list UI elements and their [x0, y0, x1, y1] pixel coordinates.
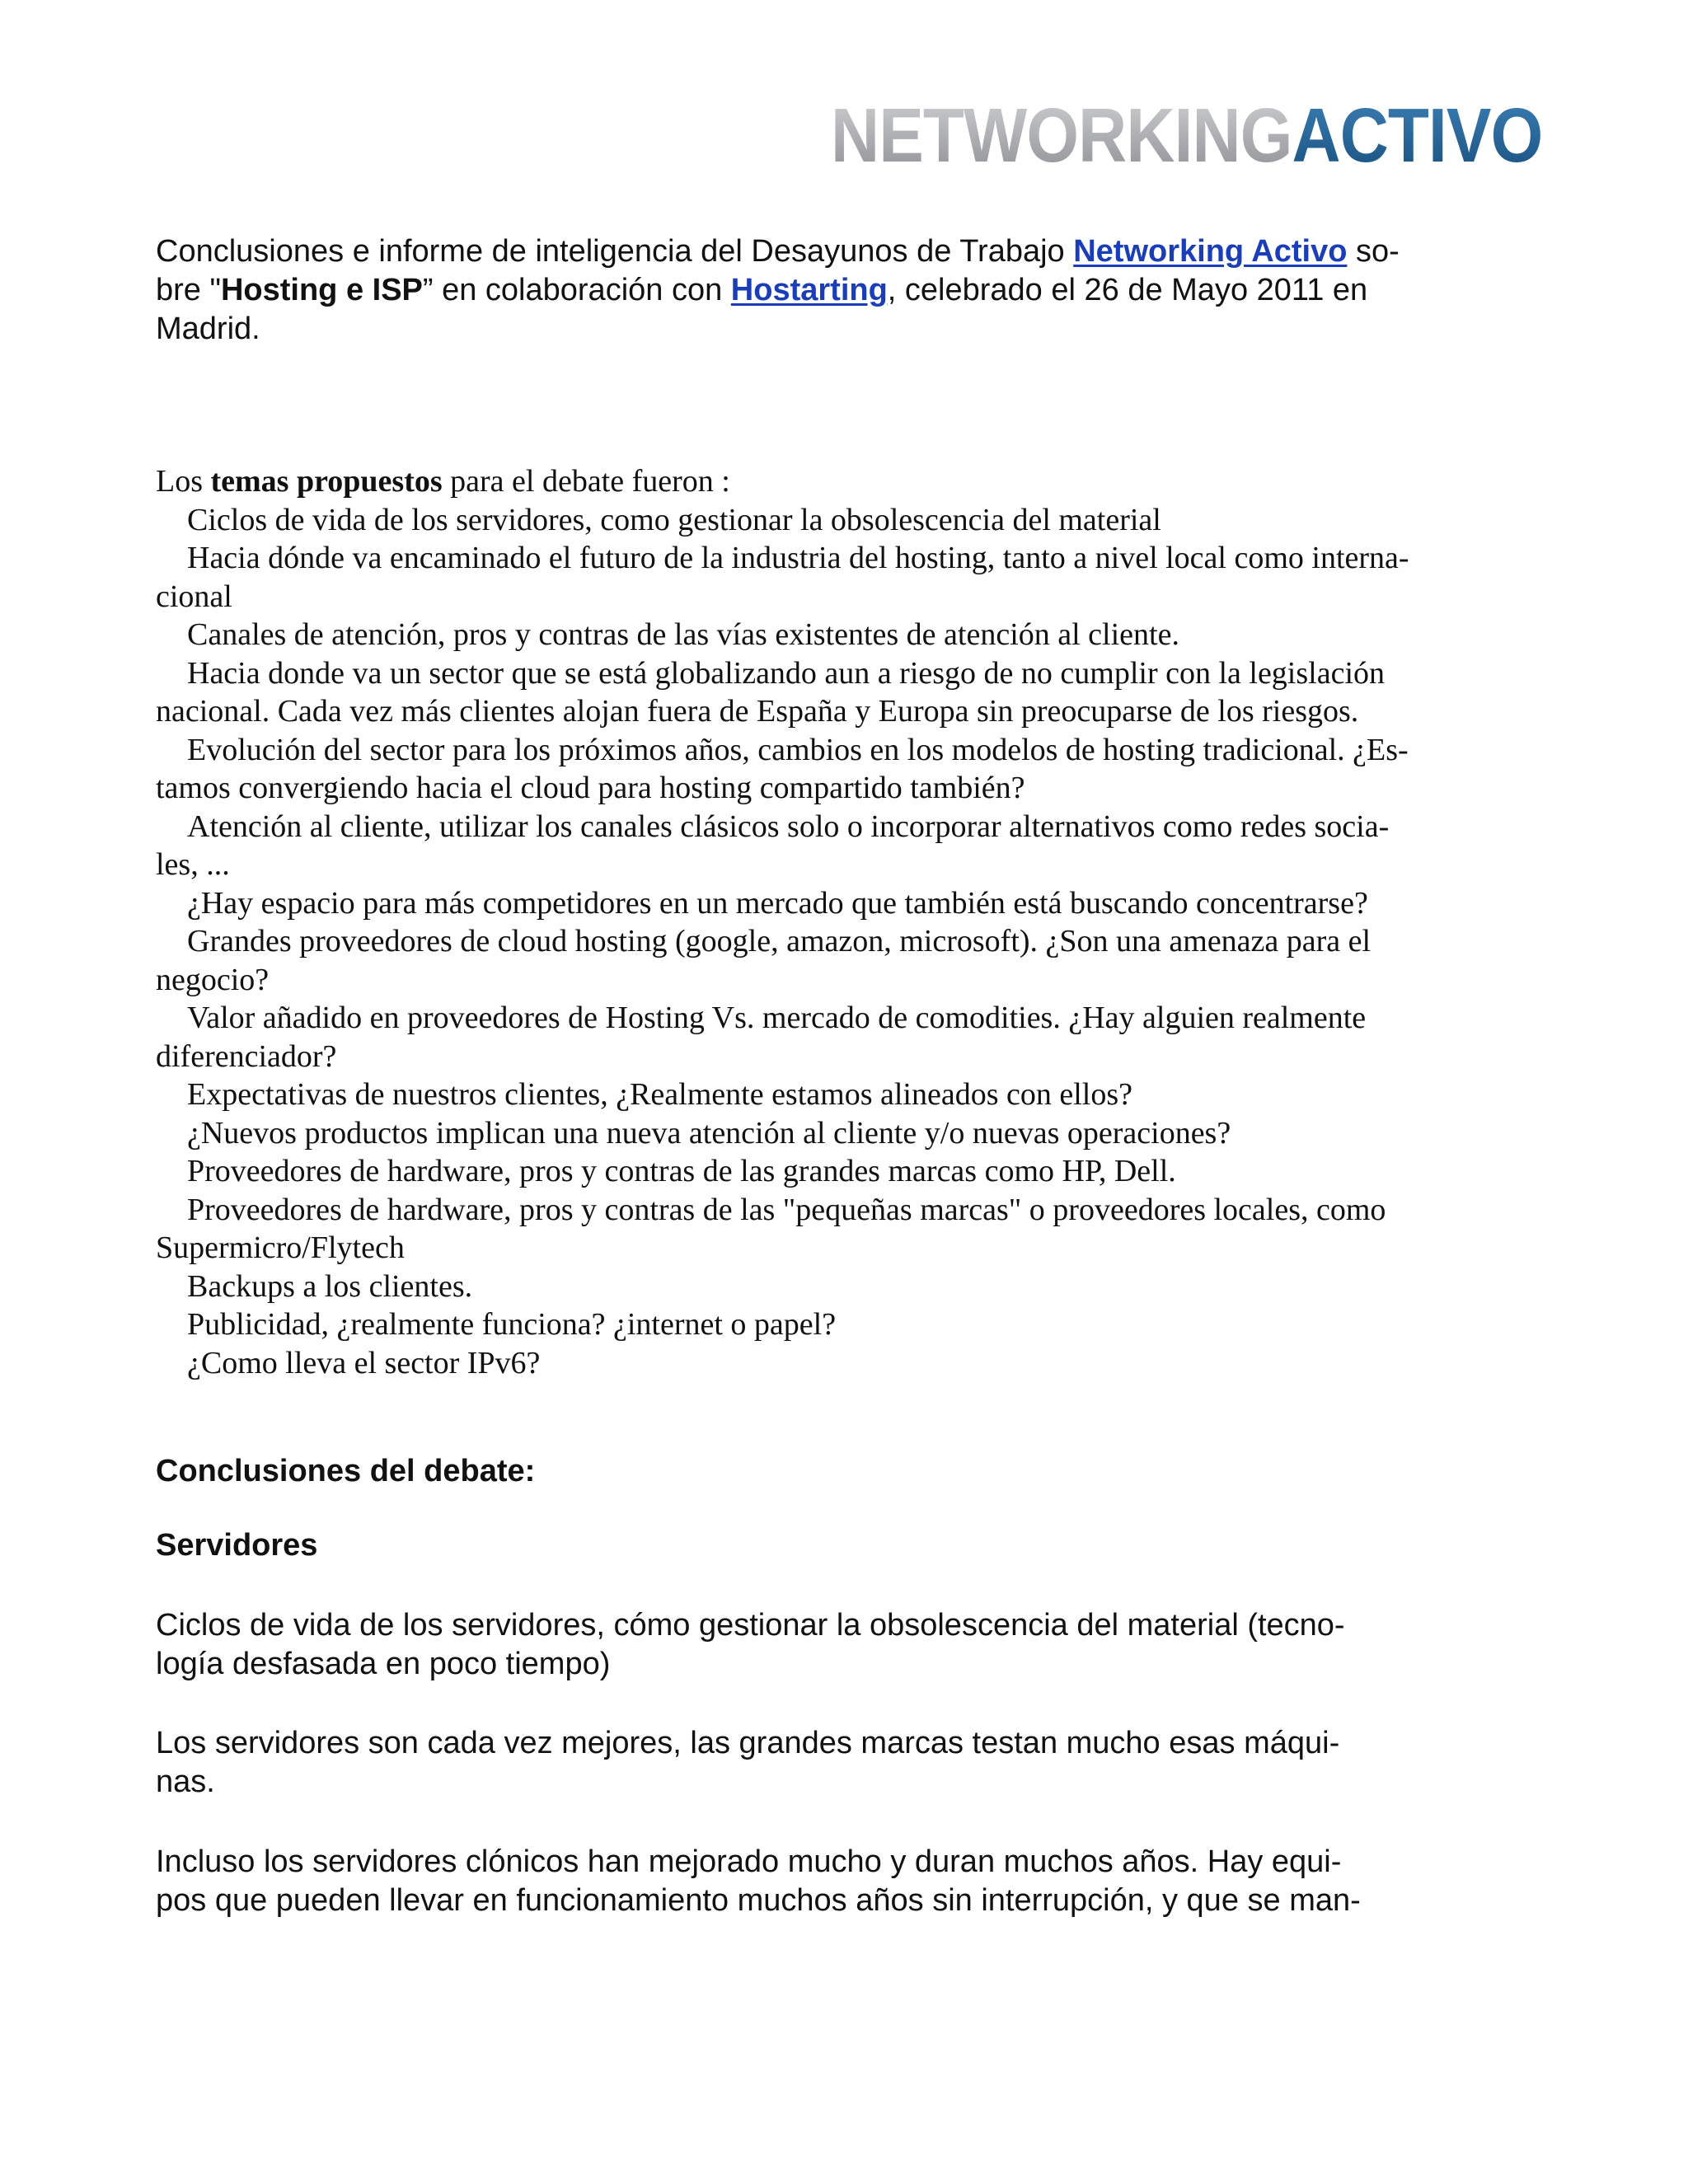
topic-line-continuation: diferenciador? [156, 1038, 337, 1074]
intro-text: ” en colaboración con [422, 273, 731, 307]
topic-line: Valor añadido en proveedores de Hosting Vs. mercado de comodities. ¿Hay alguien realmente [187, 1001, 1367, 1035]
paragraph-line: logía desfasada en poco tiempo) [156, 1647, 611, 1681]
topic-line-continuation: cional [156, 579, 232, 614]
topic-line: Publicidad, ¿realmente funciona? ¿internet o papel? [187, 1307, 837, 1342]
topic-line: Grandes proveedores de cloud hosting (google, amazon, microsoft). ¿Son una amenaza para el [187, 924, 1372, 958]
servers-paragraph-1 [156, 1606, 1458, 1684]
topic-line: Hacia donde va un sector que se está globalizando aun a riesgo de no cumplir con la legislación [187, 655, 1385, 691]
intro-line-2 [156, 271, 1458, 310]
logo-activo-text: ACTIVO [1292, 92, 1543, 178]
topic-line: Canales de atención, pros y contras de las vías existentes de atención al cliente. [187, 617, 1179, 652]
paragraph-line: Los servidores son cada vez mejores, las grandes marcas testan mucho esas máqui- [156, 1726, 1340, 1760]
topic-line: Expectativas de nuestros clientes, ¿Realmente estamos alineados con ellos? [187, 1077, 1132, 1112]
topics-intro-bold: temas propuestos [210, 464, 443, 499]
topic-line: Proveedores de hardware, pros y contras de las grandes marcas como HP, Dell. [187, 1154, 1176, 1188]
proposed-topics [156, 462, 1475, 1382]
topic-line-continuation: Supermicro/Flytech [156, 1230, 405, 1265]
topic-line-continuation: tamos convergiendo hacia el cloud para hosting compartido también? [156, 771, 1025, 805]
topic-line: Evolución del sector para los próximos años, cambios en los modelos de hosting tradicional. ¿Es- [187, 732, 1409, 767]
intro-text: bre " [156, 273, 221, 307]
topic-line-continuation: negocio? [156, 962, 270, 997]
intro-text: , celebrado el 26 de Mayo 2011 en [887, 273, 1368, 307]
hostarting-link[interactable]: Hostarting [730, 273, 888, 307]
logo-networking-text: NETWORKING [831, 92, 1292, 178]
topic-line: ¿Hay espacio para más competidores en un mercado que también está buscando concentrarse? [187, 885, 1368, 921]
paragraph-line: pos que pueden llevar en funcionamiento muchos años sin interrupción, y que se man- [156, 1883, 1361, 1918]
intro-text: so- [1347, 234, 1400, 269]
topic-line-continuation: nacional. Cada vez más clientes alojan fuera de España y Europa sin preocuparse de los riesgos. [156, 694, 1359, 729]
intro-line-3: Madrid. [156, 312, 260, 346]
servers-paragraph-3 [156, 1843, 1458, 1920]
topic-line: ¿Como lleva el sector IPv6? [187, 1345, 541, 1380]
servers-paragraph-2 [156, 1724, 1458, 1802]
paragraph-line: Incluso los servidores clónicos han mejorado mucho y duran muchos años. Hay equi- [156, 1844, 1342, 1879]
topic-line: Atención al cliente, utilizar los canales clásicos solo o incorporar alternativos como redes socia- [187, 808, 1390, 844]
intro-text: Conclusiones e informe de inteligencia del Desayunos de Trabajo [156, 234, 1074, 269]
intro-paragraph [156, 232, 1458, 349]
topic-line: ¿Nuevos productos implican una nueva atención al cliente y/o nuevas operaciones? [187, 1115, 1231, 1151]
topics-intro-text: para el debate fueron : [442, 464, 730, 499]
networking-activo-link[interactable]: Networking Activo [1073, 234, 1348, 269]
paragraph-line: nas. [156, 1765, 215, 1799]
topics-intro [156, 462, 1475, 501]
intro-line-1 [156, 232, 1458, 271]
topic-line: Proveedores de hardware, pros y contras de las "pequeñas marcas" o proveedores locales, como [187, 1192, 1386, 1227]
topic-line: Hacia dónde va encaminado el futuro de la industria del hosting, tanto a nivel local como interna- [187, 541, 1409, 575]
topic-line-continuation: les, ... [156, 847, 230, 882]
networking-activo-logo [831, 92, 1543, 178]
event-topic-bold: Hosting e ISP [220, 273, 423, 307]
topics-intro-text: Los [156, 464, 211, 499]
servers-subheading: Servidores [156, 1528, 318, 1563]
topic-line: Backups a los clientes. [187, 1268, 473, 1304]
topic-line: Ciclos de vida de los servidores, como gestionar la obsolescencia del material [187, 502, 1161, 537]
conclusions-heading: Conclusiones del debate: [156, 1454, 536, 1488]
paragraph-line: Ciclos de vida de los servidores, cómo gestionar la obsolescencia del material (tecno- [156, 1608, 1345, 1643]
